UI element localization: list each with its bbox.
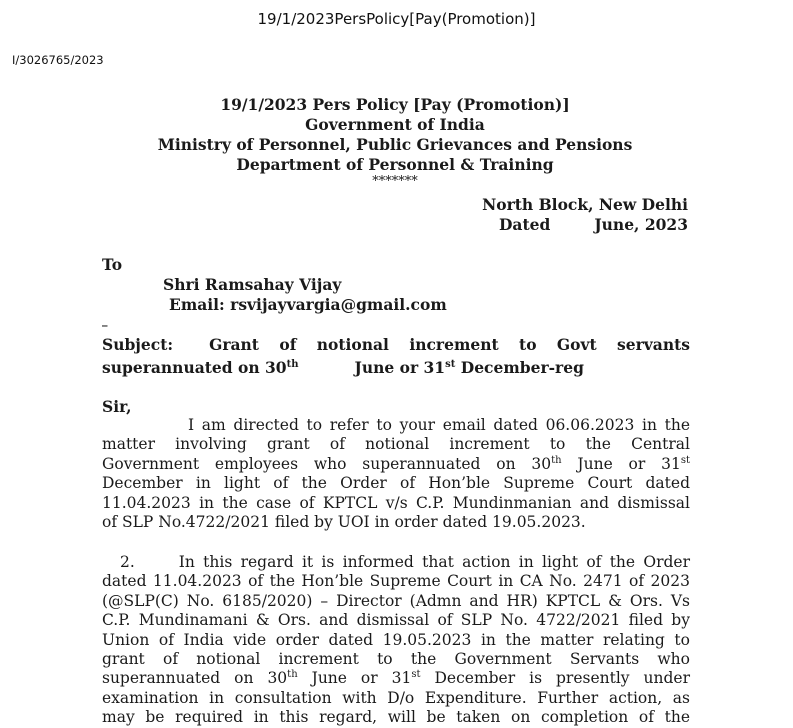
government-name: Government of India — [305, 115, 485, 134]
subject-word: to — [519, 335, 537, 354]
superscript: st — [680, 454, 690, 466]
superscript: th — [551, 454, 562, 466]
para2-line: grant of notional increment to the Government Servants who — [102, 650, 690, 669]
para1-line: December in light of the Order of Hon’ble Supreme Court dated — [102, 474, 690, 493]
reference-number: I/3026765/2023 — [12, 53, 104, 67]
superscript: st — [411, 669, 421, 681]
para2-line — [102, 669, 690, 688]
text: superannuated on 30 — [102, 669, 288, 688]
subject-text — [209, 335, 690, 354]
subject-word: Govt — [556, 335, 597, 354]
para1-line: of SLP No.4722/2021 filed by UOI in order dated 19.05.2023. — [102, 513, 586, 532]
subject-text-c: December-reg — [460, 358, 584, 377]
subject-text-b: June or 31 — [354, 358, 446, 377]
text: December is presently under — [434, 669, 690, 688]
subject-text-a: superannuated on 30 — [102, 358, 287, 377]
addressee-name: Shri Ramsahay Vijay — [163, 275, 342, 294]
dated-label: Dated — [498, 215, 551, 234]
para2-line — [102, 553, 690, 572]
text: Government employees who superannuated on 30 — [102, 454, 552, 473]
text: June or 31 — [577, 454, 681, 473]
department-name: Department of Personnel & Training — [236, 155, 554, 174]
superscript: th — [287, 669, 298, 681]
paragraph-2 — [102, 553, 690, 728]
subject-word: Grant — [209, 335, 259, 354]
dash-mark: _ — [102, 314, 108, 327]
page-header: 19/1/2023PersPolicy[Pay(Promotion)] — [257, 10, 536, 28]
file-number: 19/1/2023 Pers Policy [Pay (Promotion)] — [220, 95, 570, 114]
para2-line: (@SLP(C) No. 6185/2020) – Director (Admn and HR) KPTCL & Ors. Vs — [102, 591, 690, 610]
subject-word: notional — [316, 335, 389, 354]
separator: ******* — [372, 174, 418, 189]
text: June or 31 — [311, 669, 412, 688]
addressee-email: Email: rsvijayvargia@gmail.com — [169, 295, 447, 314]
para2-line: dated 11.04.2023 of the Hon’ble Supreme Court in CA No. 2471 of 2023 — [102, 572, 690, 591]
ministry-name: Ministry of Personnel, Public Grievances and Pensions — [157, 135, 633, 154]
para2-line: examination in consultation with D/o Expenditure. Further action, as — [102, 688, 690, 707]
para2-line: may be required in this regard, will be taken on completion of the — [102, 708, 690, 727]
subject-line-2 — [102, 358, 584, 377]
para2-line: C.P. Mundinamani & Ors. and dismissal of SLP No. 4722/2021 filed by — [102, 611, 690, 630]
subject-word: increment — [409, 335, 499, 354]
para2-number: 2. — [120, 553, 135, 571]
superscript: th — [286, 358, 299, 370]
para2-line: Union of India vide order dated 19.05.2023 in the matter relating to — [102, 630, 690, 649]
subject-word: servants — [617, 335, 690, 354]
para1-line — [102, 455, 690, 474]
dated-value: June, 2023 — [594, 215, 688, 234]
text: In this regard it is informed that action in light of the Order — [178, 553, 690, 571]
salutation: Sir, — [102, 397, 132, 416]
superscript: st — [445, 358, 456, 370]
para1-line: I am directed to refer to your email dated 06.06.2023 in the — [188, 416, 690, 434]
para1-line: matter involving grant of notional increment to the Central — [102, 435, 690, 454]
subject-word: of — [279, 335, 297, 354]
subject-label: Subject: — [102, 335, 174, 354]
place: North Block, New Delhi — [482, 195, 688, 214]
date-line — [440, 215, 688, 234]
subject-line-1 — [102, 335, 690, 354]
letterhead — [100, 95, 690, 189]
to-label: To — [102, 255, 123, 274]
paragraph-1 — [102, 416, 690, 532]
para1-line: 11.04.2023 in the case of KPTCL v/s C.P. Mundinmanian and dismissal — [102, 493, 690, 512]
